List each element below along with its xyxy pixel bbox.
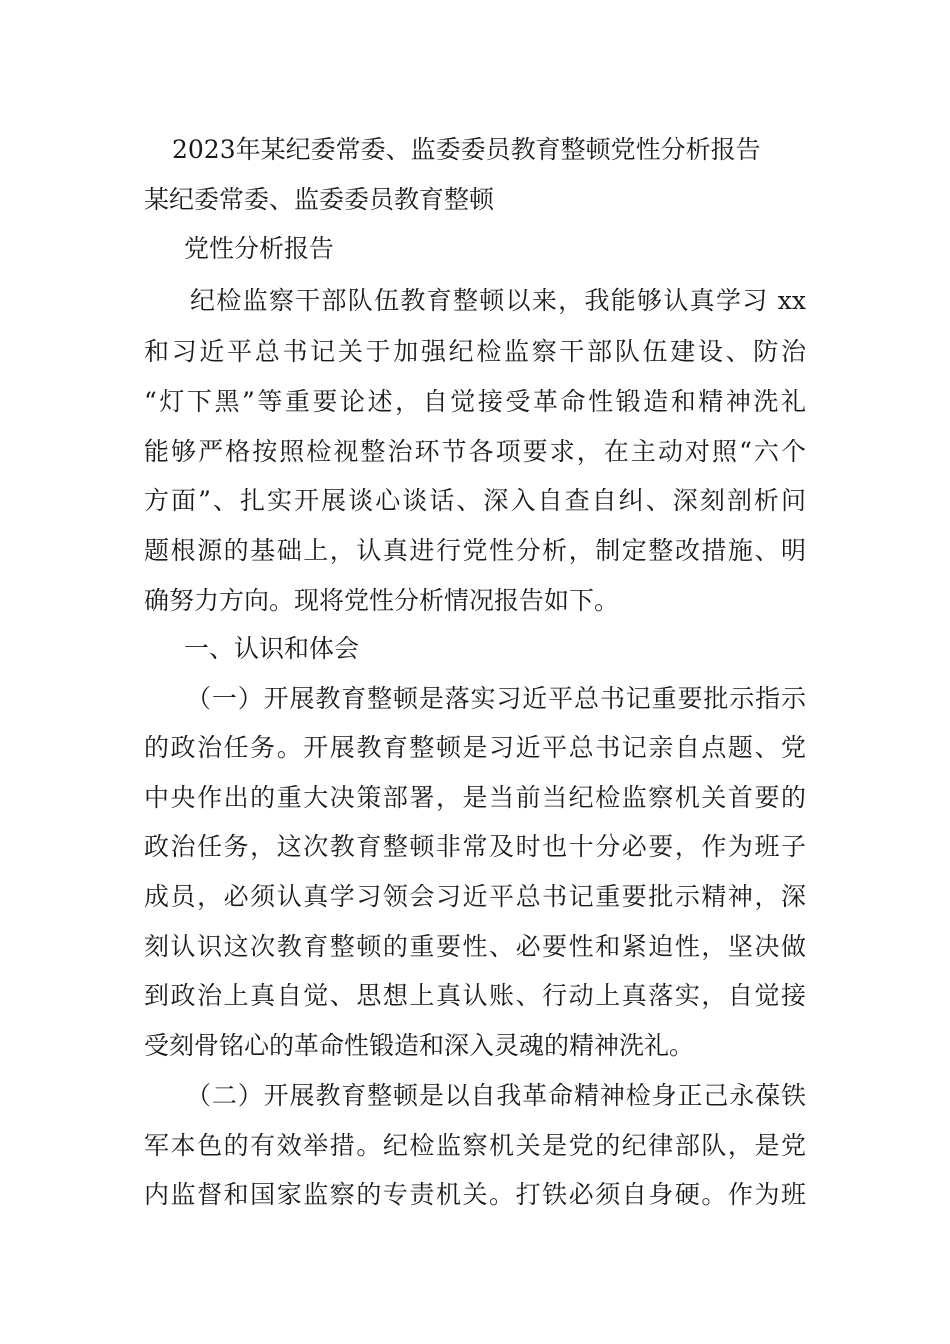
para1-line: 到政治上真自觉、思想上真认账、行动上真落实，自觉接: [144, 981, 806, 1010]
para2-line: 内监督和国家监察的专责机关。打铁必须自身硬。作为班: [144, 1180, 806, 1209]
intro-line: 确努力方向。现将党性分析情况报告如下。: [144, 586, 620, 615]
document-subtitle: 某纪委常委、监委委员教育整顿: [144, 185, 495, 214]
para1-line: 的政治任务。开展教育整顿是习近平总书记亲自点题、党: [144, 733, 806, 762]
para1-line: （一）开展教育整顿是落实习近平总书记重要批示指示: [186, 684, 806, 713]
intro-line: “灯下黑”等重要论述，自觉接受革命性锻造和精神洗礼: [144, 387, 806, 416]
intro-line: 题根源的基础上，认真进行党性分析，制定整改措施、明: [144, 536, 806, 565]
para1-line: 成员，必须认真学习领会习近平总书记重要批示精神，深: [144, 882, 806, 911]
intro-line: 方面”、扎实开展谈心谈话、深入自查自纠、深刻剖析问: [144, 486, 806, 515]
para1-line: 政治任务，这次教育整顿非常及时也十分必要，作为班子: [144, 832, 806, 861]
section-heading: 一、认识和体会: [184, 634, 360, 663]
report-heading: 党性分析报告: [184, 234, 335, 263]
para1-line: 中央作出的重大决策部署，是当前当纪检监察机关首要的: [144, 783, 806, 812]
document-title: 2023年某纪委常委、监委委员教育整顿党性分析报告: [172, 135, 761, 164]
intro-line: 和习近平总书记关于加强纪检监察干部队伍建设、防治: [144, 337, 806, 366]
para2-line: 军本色的有效举措。纪检监察机关是党的纪律部队，是党: [144, 1131, 806, 1160]
para2-line: （二）开展教育整顿是以自我革命精神检身正己永葆铁: [186, 1081, 806, 1110]
intro-line: 能够严格按照检视整治环节各项要求，在主动对照“六个: [144, 437, 806, 466]
intro-line: 纪检监察干部队伍教育整顿以来，我能够认真学习 xx: [190, 286, 806, 315]
para1-line: 受刻骨铭心的革命性锻造和深入灵魂的精神洗礼。: [144, 1031, 695, 1060]
para1-line: 刻认识这次教育整顿的重要性、必要性和紧迫性，坚决做: [144, 932, 806, 961]
